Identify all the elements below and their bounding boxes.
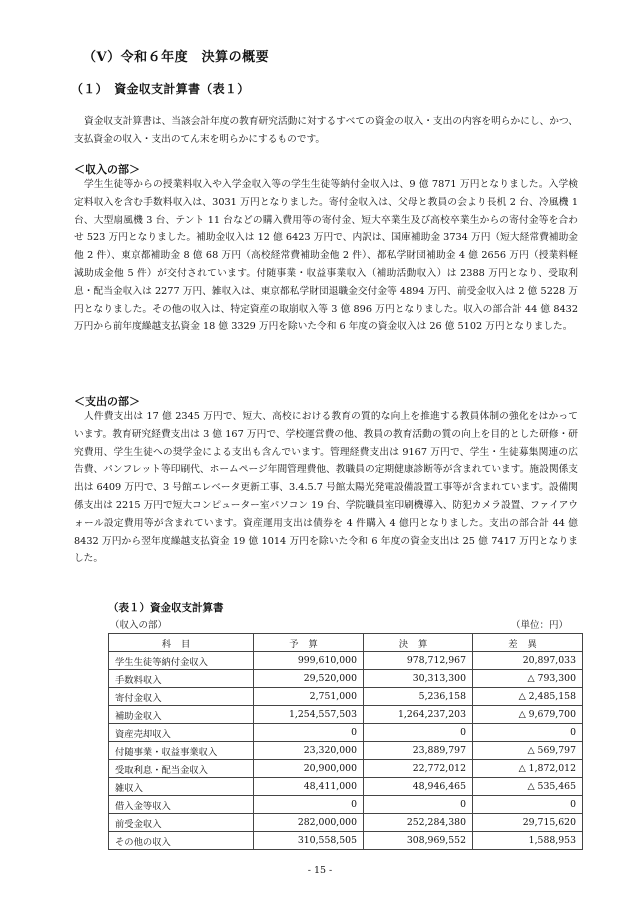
row-item-label: 手数料収入 (109, 670, 254, 688)
row-difference-value: △ 535,465 (473, 778, 583, 796)
table-row (109, 688, 583, 706)
row-item-label: 補助金収入 (109, 706, 254, 724)
row-actual-value: 22,772,012 (364, 760, 473, 778)
row-budget-value: 0 (254, 796, 364, 814)
header-item: 科目 (109, 634, 254, 652)
row-actual-value: 252,284,380 (364, 814, 473, 832)
row-budget-value: 1,254,557,503 (254, 706, 364, 724)
row-item-label: 学生生徒等納付金収入 (109, 652, 254, 670)
row-actual-value: 5,236,158 (364, 688, 473, 706)
expense-section-title: ＜支出の部＞ (74, 395, 140, 408)
section-heading: （Ⅴ）令和６年度 決算の概要 (83, 50, 270, 65)
table-row (109, 742, 583, 760)
row-budget-value: 29,520,000 (254, 670, 364, 688)
table-caption: （表１）資金収支計算書 (108, 602, 224, 614)
row-item-label: 受取利息・配当金収入 (109, 760, 254, 778)
row-budget-value: 999,610,000 (254, 652, 364, 670)
row-item-label: 雑収入 (109, 778, 254, 796)
row-budget-value: 2,751,000 (254, 688, 364, 706)
header-actual: 決算 (364, 634, 473, 652)
row-difference-value: △ 2,485,158 (473, 688, 583, 706)
table-row (109, 796, 583, 814)
table-row (109, 652, 583, 670)
row-actual-value: 0 (364, 796, 473, 814)
row-item-label: その他の収入 (109, 832, 254, 850)
row-difference-value: 20,897,033 (473, 652, 583, 670)
table-row (109, 832, 583, 850)
table-row (109, 724, 583, 742)
row-item-label: 付随事業・収益事業収入 (109, 742, 254, 760)
row-difference-value: △ 9,679,700 (473, 706, 583, 724)
row-difference-value: 0 (473, 796, 583, 814)
row-item-label: 借入金等収入 (109, 796, 254, 814)
row-item-label: 前受金収入 (109, 814, 254, 832)
table-unit: （単位：円） (510, 620, 568, 631)
row-actual-value: 48,946,465 (364, 778, 473, 796)
table-body (109, 652, 583, 850)
income-paragraph: 学生生徒等からの授業料収入や入学金収入等の学生生徒等納付金収入は、9 億 7871 万円となりました。入学検定料収入を含む手数料収入は、3031 万円となりました。寄付金収入は、父母と教員の会より長机 2 台、冷風機 1 台、大型扇風機 3 台、テント 11 台などの購入費用等の寄付金、短大卒業生及び高校卒業生からの寄付金等を合わせ 523 万円となりました。補助金収入は 12 億 6423 万円で、内訳は、国庫補助金 3734 万円（短大経常費補助金他 2 件）、東京都補助金 8 億 68 万円（高校経常費補助金他 2 件）、都私学財団補助金 4 億 2656 万円（授業料軽減助成金他 5 件）が交付されています。付随事業・収益事業収入（補助活動収入）は 2388 万円となり、受取利息・配当金収入は 2277 万円、雑収入は、東京都私学財団退職金交付金等 4894 万円、前受金収入は 2 億 5228 万円となりました。その他の収入は、特定資産の取崩収入等 3 億 896 万円となりました。収入の部合計 44 億 8432 万円から前年度繰越支払資金 18 億 3329 万円を除いた令和 6 年度の資金収入は 26 億 5102 万円となりました。 (74, 179, 578, 333)
subsection-heading: （１） 資金収支計算書（表１） (71, 82, 250, 96)
row-budget-value: 282,000,000 (254, 814, 364, 832)
row-difference-value: △ 569,797 (473, 742, 583, 760)
table-subcaption: （収入の部） (110, 620, 168, 631)
row-actual-value: 0 (364, 724, 473, 742)
row-difference-value: 0 (473, 724, 583, 742)
table-row (109, 706, 583, 724)
table-row (109, 760, 583, 778)
income-section-title: ＜収入の部＞ (74, 163, 140, 176)
header-difference: 差異 (473, 634, 583, 652)
row-item-label: 資産売却収入 (109, 724, 254, 742)
table-header-row (109, 634, 583, 652)
row-actual-value: 1,264,237,203 (364, 706, 473, 724)
row-difference-value: 29,715,620 (473, 814, 583, 832)
row-actual-value: 978,712,967 (364, 652, 473, 670)
row-difference-value: 1,588,953 (473, 832, 583, 850)
expense-paragraph: 人件費支出は 17 億 2345 万円で、短大、高校における教育の質的な向上を推進する教員体制の強化をはかっています。教育研究経費支出は 3 億 167 万円で、学校運営費の他、教員の教育活動の質の向上を目的とした研修・研究費用、学生生徒への奨学金による支出も含んでいます。管理経費支出は 9167 万円で、学生・生徒募集関連の広告費、パンフレット等印刷代、ホームページ年間管理費他、教職員の定期健康診断等が含まれています。施設関係支出は 6409 万円で、3 号館エレベータ更新工事、3.4.5.7 号館太陽光発電設備設置工事等が含まれています。設備関係支出は 2215 万円で短大コンピューター室パソコン 19 台、学院職員室印刷機導入、防犯カメラ設置、ファイアウォール設定費用等が含まれています。資産運用支出は債券を 4 件購入 4 億円となりました。支出の部合計 44 億 8432 万円から翌年度繰越支払資金 19 億 1014 万円を除いた令和 6 年度の資金支出は 25 億 7417 万円となりました。 (74, 411, 578, 565)
table-row (109, 814, 583, 832)
table-row (109, 670, 583, 688)
row-budget-value: 23,320,000 (254, 742, 364, 760)
row-actual-value: 308,969,552 (364, 832, 473, 850)
row-item-label: 寄付金収入 (109, 688, 254, 706)
table-row (109, 778, 583, 796)
row-difference-value: △ 1,872,012 (473, 760, 583, 778)
row-budget-value: 0 (254, 724, 364, 742)
row-budget-value: 20,900,000 (254, 760, 364, 778)
header-budget: 予算 (254, 634, 364, 652)
row-budget-value: 48,411,000 (254, 778, 364, 796)
cash-flow-table (108, 633, 583, 850)
row-difference-value: △ 793,300 (473, 670, 583, 688)
row-budget-value: 310,558,505 (254, 832, 364, 850)
intro-paragraph: 資金収支計算書は、当該会計年度の教育研究活動に対するすべての資金の収入・支出の内容を明らかにし、かつ、支払資金の収入・支出のてん末を明らかにするものです。 (74, 116, 578, 145)
row-actual-value: 23,889,797 (364, 742, 473, 760)
row-actual-value: 30,313,300 (364, 670, 473, 688)
page-number: - 15 - (307, 865, 333, 876)
